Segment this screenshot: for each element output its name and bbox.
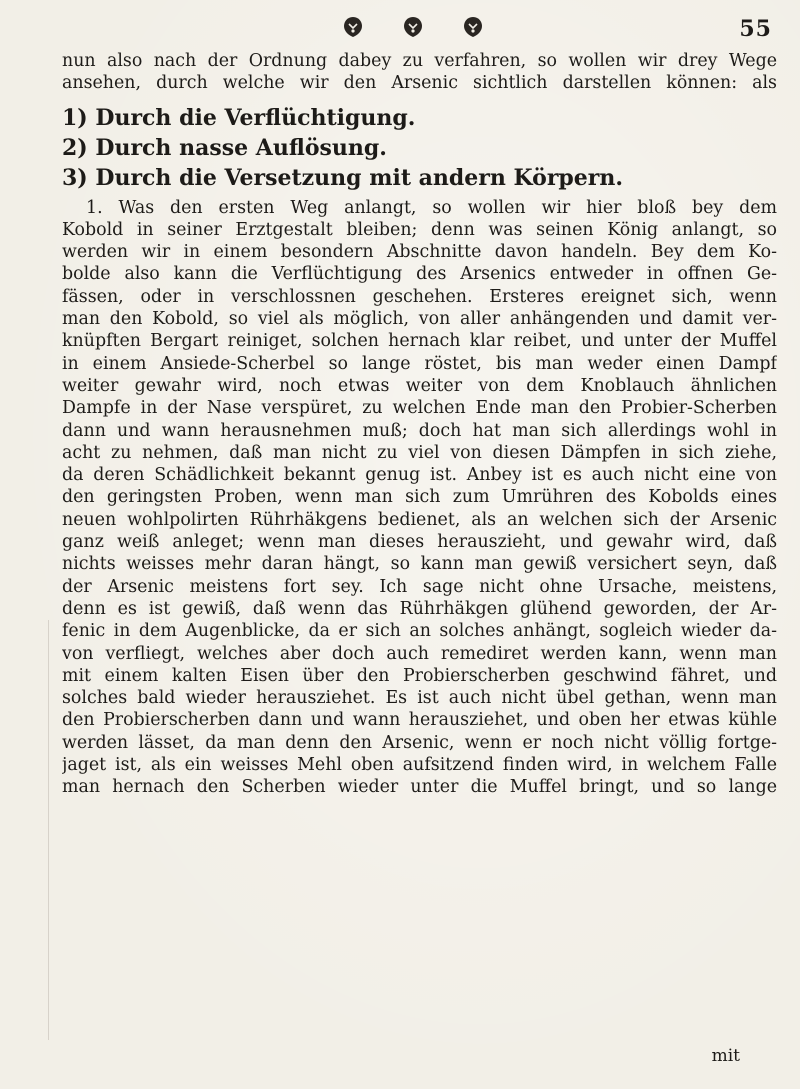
paragraph-line: in einem Ansiede-Scherbel so lange röstet, bis man weder einen Dampf bbox=[62, 353, 777, 374]
catchword: mit bbox=[711, 1046, 740, 1066]
paragraph-line: man hernach den Scherben wieder unter die Muffel bringt, und so lange bbox=[62, 777, 777, 798]
paragraph-line: Dampfe in der Nase verspüret, zu welchen Ende man den Probier-Scherben bbox=[62, 398, 777, 419]
paragraph-line: den Probierscherben dann und wann herausziehet, und oben her etwas kühle bbox=[62, 710, 777, 731]
paragraph-line: da deren Schädlichkeit bekannt genug ist. Anbey ist es auch nicht eine von bbox=[62, 465, 777, 486]
page-header bbox=[0, 14, 800, 54]
paragraph-line: nichts weisses mehr daran hängt, so kann man gewiß versichert seyn, daß bbox=[62, 554, 777, 575]
paragraph-line: acht zu nehmen, daß man nicht zu viel von diesen Dämpfen in sich ziehe, bbox=[62, 442, 777, 463]
paragraph-line: den geringsten Proben, wenn man sich zum Umrühren des Kobolds eines bbox=[62, 487, 777, 508]
paragraph-line: werden wir in einem besondern Abschnitte davon handeln. Bey dem Ko- bbox=[62, 242, 777, 263]
page-gutter-shadow bbox=[48, 620, 49, 1040]
paragraph-line: werden lässet, da man denn den Arsenic, wenn er noch nicht völlig fortge- bbox=[62, 732, 777, 753]
paragraph-line: man den Kobold, so viel als möglich, von aller anhängenden und damit ver- bbox=[62, 309, 777, 330]
intro-line: ansehen, durch welche wir den Arsenic sichtlich darstellen können: als bbox=[62, 73, 777, 94]
paragraph-line: von verfliegt, welches aber doch auch remediret werden kann, wenn man bbox=[62, 643, 777, 664]
paragraph-line: weiter gewahr wird, noch etwas weiter von dem Knoblauch ähnlichen bbox=[62, 375, 777, 396]
page-number: 55 bbox=[739, 16, 772, 42]
paragraph-line: solches bald wieder herausziehet. Es ist auch nicht übel gethan, wenn man bbox=[62, 688, 777, 709]
method-heading: 2) Durch nasse Auflösung. bbox=[62, 134, 387, 161]
text-body bbox=[62, 50, 777, 799]
paragraph-line: denn es ist gewiß, daß wenn das Rührhäkgen glühend geworden, der Ar- bbox=[62, 598, 777, 619]
paragraph-line: jaget ist, als ein weisses Mehl oben aufsitzend finden wird, in welchem Falle bbox=[62, 755, 777, 776]
paragraph-line: knüpften Bergart reiniget, solchen hernach klar reibet, und unter der Muffel bbox=[62, 331, 777, 352]
paragraph-line: fässen, oder in verschlossnen geschehen. Ersteres ereignet sich, wenn bbox=[62, 286, 777, 307]
paragraph-line: ganz weiß anleget; wenn man dieses herauszieht, und gewahr wird, daß bbox=[62, 532, 777, 553]
paragraph-line: der Arsenic meistens fort sey. Ich sage nicht ohne Ursache, meistens, bbox=[62, 576, 777, 597]
method-heading: 1) Durch die Verflüchtigung. bbox=[62, 104, 416, 131]
ornament-icon bbox=[340, 14, 366, 40]
intro-line: nun also nach der Ordnung dabey zu verfahren, so wollen wir drey Wege bbox=[62, 51, 777, 71]
paragraph-line: fenic in dem Augenblicke, da er sich an solches anhängt, sogleich wieder da- bbox=[62, 621, 777, 642]
paragraph-line: bolde also kann die Verflüchtigung des Arsenics entweder in offnen Ge- bbox=[62, 264, 777, 285]
paragraph-line: Kobold in seiner Erztgestalt bleiben; denn was seinen König anlangt, so bbox=[62, 219, 777, 240]
paragraph-line: mit einem kalten Eisen über den Probierscherben geschwind fähret, und bbox=[62, 665, 777, 686]
header-ornaments bbox=[340, 14, 486, 40]
paragraph-line: 1. Was den ersten Weg anlangt, so wollen wir hier bloß bey dem bbox=[86, 197, 777, 218]
method-heading: 3) Durch die Versetzung mit andern Körpern. bbox=[62, 164, 624, 191]
ornament-icon bbox=[460, 14, 486, 40]
ornament-icon bbox=[400, 14, 426, 40]
paragraph-line: dann und wann herausnehmen muß; doch hat man sich allerdings wohl in bbox=[62, 420, 777, 441]
paragraph-line: neuen wohlpolirten Rührhäkgens bedienet, als an welchen sich der Arsenic bbox=[62, 509, 777, 530]
